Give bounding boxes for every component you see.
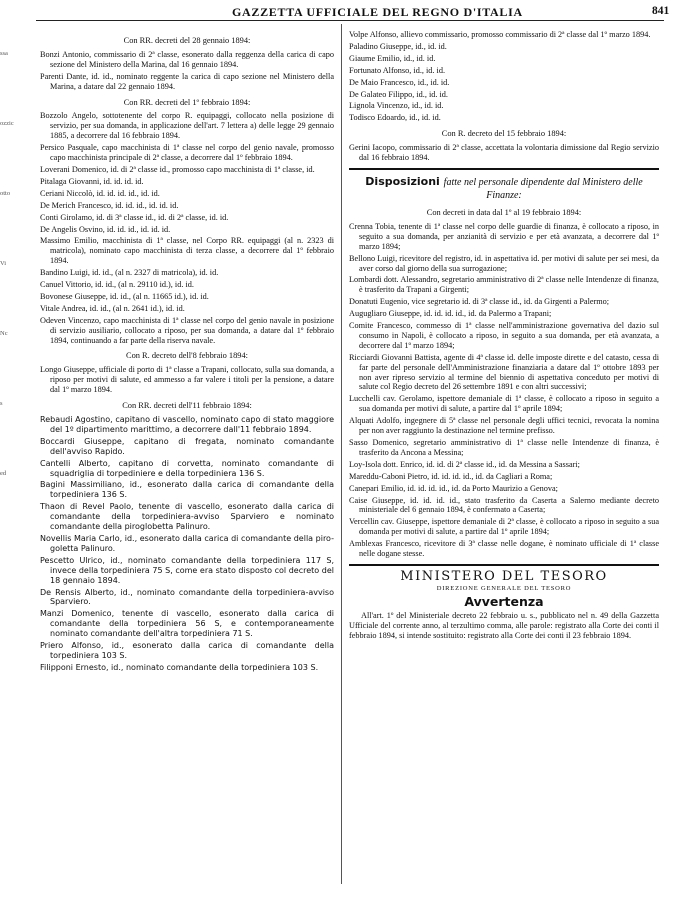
decree-entry: Vitale Andrea, id. id., (al n. 2641 id.), id. id. bbox=[40, 303, 185, 313]
decree-entry: Loverani Domenico, id. di 2ª classe id., promosso capo macchinista di 1ª classe, id. bbox=[40, 164, 315, 174]
section-heading-bold: Disposizioni bbox=[365, 174, 440, 188]
notice-title: Avvertenza bbox=[464, 593, 544, 609]
decree-entry: Filipponi Ernesto, id., nominato comandante della torpediniera 103 S. bbox=[40, 662, 319, 672]
section-rule bbox=[349, 168, 659, 170]
decree-entry: Fortunato Alfonso, id., id. id. bbox=[349, 65, 446, 75]
decree-entry: Bagini Massimiliano, id., esonerato dalla carica di comandante della torpediniera 136 S. bbox=[40, 480, 334, 500]
decree-entry: Rebaudi Agostino, capitano di vascello, nominato capo di stato maggiore del 1º dipartimento marittimo, a decorrere dall'11 febbraio 1894. bbox=[40, 415, 334, 434]
decree-entry: Donatuti Eugenio, vice segretario id. di 3ª classe id., id. da Girgenti a Palermo; bbox=[349, 297, 610, 307]
decree-entry: Crenna Tobia, tenente di 1ª classe nel corpo delle guardie di finanza, è collocato a riposo, in seguito a sua domanda, per anzianità di servizio e per età avanzata, a decorrere dal 1º marzo 1894; bbox=[349, 221, 659, 251]
margin-fragment: Nc bbox=[0, 330, 8, 337]
decree-entry: Loy-Isola dott. Enrico, id. id. di 2ª classe id., id. da Messina a Sassari; bbox=[349, 459, 580, 469]
section-heading-italic: fatte nel personale dipendente dal Ministero delle Finanze: bbox=[443, 176, 643, 201]
page-number: 841 bbox=[652, 5, 670, 17]
decree-entry: De Galateo Filippo, id., id. id. bbox=[349, 89, 448, 99]
decree-heading: Con RR. decreti dell'11 febbraio 1894: bbox=[122, 401, 252, 411]
ministry-subtitle: DIREZIONE GENERALE DEL TESORO bbox=[436, 584, 572, 592]
decree-entry: Lombardi dott. Alessandro, segretario amministrativo di 2ª classe nelle Intendenze di finanza, è trasferito da Trapani a Girgenti; bbox=[349, 275, 659, 295]
header-rule bbox=[36, 20, 664, 21]
newspaper-title: GAZZETTA UFFICIALE DEL REGNO D'ITALIA bbox=[232, 5, 523, 19]
decree-entry: Bellono Luigi, ricevitore del registro, id. in aspettativa id. per motivi di salute per sei mesi, da aver corso dal giorno della sua surrogazione; bbox=[349, 253, 659, 273]
decree-entry: Boccardi Giuseppe, capitano di fregata, nominato comandante dell'avviso Rapido. bbox=[40, 436, 334, 456]
decree-entry: Giaume Emilio, id., id. id. bbox=[349, 53, 436, 63]
margin-fragment: otto bbox=[0, 190, 11, 197]
decree-entry: Massimo Emilio, macchinista di 1ª classe, nel Corpo RR. equipaggi (al n. 2323 di matricola), nominato capo macchinista di terza classe, a decorrere dal 1º febbraio 1894. bbox=[40, 236, 334, 266]
decree-entry: Caise Giuseppe, id. id. id. id., stato trasferito da Caserta a Salerno mediante decreto ministeriale del 6 gennaio 1894, è confermato a Caserta; bbox=[349, 495, 659, 515]
decree-entry: Longo Giuseppe, ufficiale di porto di 1ª classe a Trapani, collocato, sulla sua domanda, a riposo per motivi di salute, ed ammesso a far valere i titoli per la pensione, a datare dal 1º marzo 1894. bbox=[40, 365, 334, 395]
decree-entry: Priero Alfonso, id., esonerato dalla carica di comandante della torpediniera 103 S. bbox=[40, 641, 334, 660]
decree-entry: De Angelis Osvino, id. id. id., id. id. id. bbox=[40, 224, 171, 234]
decree-entry: Gerini Iacopo, commissario di 2ª classe, accettata la volontaria dimissione dal Regio servizio dal 16 febbraio 1894. bbox=[349, 143, 659, 163]
decree-entry: Bovonese Giuseppe, id. id., (al n. 11665 id.), id. id. bbox=[40, 291, 209, 301]
binding-margin bbox=[0, 50, 26, 540]
decree-entry: Sasso Domenico, segretario amministrativo di 1ª classe nelle Intendenze di finanza, è trasferito da Ancona a Messina; bbox=[349, 438, 659, 457]
decree-heading: Con RR. decreti del 1º febbraio 1894: bbox=[123, 97, 251, 107]
decree-entry: Lucchelli cav. Gerolamo, ispettore demaniale di 1ª classe, è collocato a riposo in seguito a sua domanda per motivi di salute, a partire dal 1º aprile 1894; bbox=[349, 394, 659, 414]
decree-entry: Todisco Edoardo, id., id. id. bbox=[349, 113, 441, 123]
section-rule bbox=[349, 564, 659, 566]
decree-heading: Con R. decreto del 15 febbraio 1894: bbox=[441, 129, 567, 139]
margin-fragment: s bbox=[0, 400, 3, 407]
column-divider bbox=[341, 24, 342, 884]
decree-entry: De Merich Francesco, id. id. id., id. id. id. bbox=[40, 200, 179, 210]
decree-entry: Paladino Giuseppe, id., id. id. bbox=[349, 41, 447, 51]
decree-entry: Novellis Maria Carlo, id., esonerato dalla carica di comandante della piro-goletta Palinuro. bbox=[40, 533, 334, 553]
decree-entry: Amblexas Francesco, ricevitore di 3ª classe nelle dogane, è nominato ufficiale di 1ª classe nelle dogane stesse. bbox=[349, 539, 659, 559]
decree-entry: Vercellin cav. Giuseppe, ispettore demaniale di 2ª classe, è collocato a riposo in seguito a sua domanda per motivi di salute, a partire dal 1º aprile 1894; bbox=[349, 517, 659, 537]
margin-fragment: Vi bbox=[0, 260, 7, 267]
decree-entry: Cantelli Alberto, capitano di corvetta, nominato comandante di squadriglia di torpediniere e della torpediniera 136 S. bbox=[40, 458, 334, 478]
decree-entry: Mareddu-Caboni Pietro, id. id. id. id., id. da Cagliari a Roma; bbox=[349, 471, 553, 481]
decree-entry: Pescetto Ulrico, id., nominato comandante della torpediniera 117 S, invece della torpediniera 75 S, come era stato disposto col decreto del 18 gennaio 1894. bbox=[40, 555, 334, 585]
decree-entry: Canepari Emilio, id. id. id. id., id. da Porto Maurizio a Genova; bbox=[349, 483, 558, 493]
margin-fragment: ed bbox=[0, 470, 7, 477]
decree-entry: Ceriani Niccolò, id. id. id. id., id. id. bbox=[40, 188, 160, 198]
decree-entry: De Maio Francesco, id., id. id. bbox=[349, 77, 450, 87]
decree-heading: Con decreti in data dal 1º al 19 febbraio 1894: bbox=[426, 207, 582, 217]
decree-entry: Canuel Vittorio, id. id., (al n. 29110 id.), id. id. bbox=[40, 280, 194, 290]
ministry-title: MINISTERO DEL TESORO bbox=[400, 568, 608, 584]
left-column bbox=[40, 30, 334, 675]
page-header bbox=[0, 0, 696, 22]
decree-entry: Ricciardi Giovanni Battista, agente di 4ª classe id. delle imposte dirette e del catasto, cessa di far parte del personale dell'Amministrazione finanziaria a datare dal 1º ottobre 1893 per non aver ripreso servizio al termine del biennio di aspettativa conceduto per motivi di salute col Regio decreto del 26 settembre 1891 e con altri successivi; bbox=[349, 352, 659, 392]
right-column bbox=[349, 30, 659, 640]
decree-entry: Bonzi Antonio, commissario di 2ª classe, esonerato dalla reggenza della carica di capo sezione del Ministero della Marina, dal 16 gennaio 1894. bbox=[40, 49, 334, 69]
decree-entry: Pitalaga Giovanni, id. id. id. id. bbox=[40, 176, 144, 186]
decree-entry: Bandino Luigi, id. id., (al n. 2327 di matricola), id. id. bbox=[40, 268, 219, 278]
decree-entry: Bozzolo Angelo, sottotenente del corpo R. equipaggi, collocato nella posizione di servizio, per sua domanda, in applicazione dell'art. 7 lettera a) delle legge 29 gennaio 1885, a decorrere dal 16 febbraio 1894. bbox=[40, 111, 334, 141]
decree-heading: Con RR. decreti del 28 gennaio 1894: bbox=[123, 36, 251, 45]
decree-entry: Lignola Vincenzo, id., id. id. bbox=[349, 101, 444, 111]
section-heading bbox=[349, 176, 659, 202]
decree-entry: Augugliaro Giuseppe, id. id. id. id., id. da Palermo a Trapani; bbox=[349, 309, 552, 319]
decree-entry: De Rensis Alberto, id., nominato comandante della torpediniera-avviso Sparviero. bbox=[40, 587, 334, 607]
decree-entry: Thaon di Revel Paolo, tenente di vascello, esonerato dalla carica di comandante della torpediniera-avviso Sparviero e nominato comandante della piroglobetta Palinuro. bbox=[40, 502, 334, 532]
decree-entry: Conti Girolamo, id. di 3ª classe id., id. di 2ª classe, id. id. bbox=[40, 212, 229, 222]
margin-fragment: ozzic bbox=[0, 120, 14, 127]
decree-entry: Alquati Adolfo, ingegnere di 5ª classe nel personale degli uffici tecnici, revocata la nomina per non aver raggiunto la destinazione nel termine prefisso. bbox=[349, 416, 659, 436]
decree-heading: Con R. decreto dell'8 febbraio 1894: bbox=[126, 351, 248, 361]
notice-body: All'art. 1º del Ministeriale decreto 22 febbraio u. s., pubblicato nel n. 49 della Gazzetta Ufficiale del corrente anno, al terzultimo comma, alle parole: registrato alla Corte dei conti il febbraio 1894, si intende sostituito: registrato alla Corte dei conti il 23 febbraio 1894. bbox=[349, 610, 659, 640]
decree-entry: Manzi Domenico, tenente di vascello, esonerato dalla carica di comandante della torpediniera 56 S, e contemporaneamente nominato comandante dell'altra torpediniera 71 S. bbox=[40, 609, 334, 639]
decree-entry: Volpe Alfonso, allievo commissario, promosso commissario di 2ª classe dal 1º marzo 1894. bbox=[349, 30, 651, 39]
decree-entry: Parenti Dante, id. id., nominato reggente la carica di capo sezione nel Ministero della Marina, a datare dal 22 gennaio 1894. bbox=[40, 71, 334, 91]
margin-fragment: ssa bbox=[0, 50, 8, 57]
decree-entry: Persico Pasquale, capo macchinista di 1ª classe nel corpo del genio navale, promosso capo macchinista principale di 2ª classe, a decorrere dal 1º febbraio 1894. bbox=[40, 143, 334, 163]
decree-entry: Comite Francesco, commesso di 1ª classe nell'amministrazione governativa del dazio sul consumo in Napoli, è collocato a riposo, in seguito a sua domanda, per età avanzata, a decorrere dal 1º marzo 1894; bbox=[349, 321, 659, 350]
decree-entry: Odeven Vincenzo, capo macchinista di 1ª classe nel corpo del genio navale in posizione di servizio ausiliario, collocato a riposo, per sua domanda, a datare dal 1º febbraio 1894, continuando a far parte della riserva navale. bbox=[40, 315, 334, 345]
